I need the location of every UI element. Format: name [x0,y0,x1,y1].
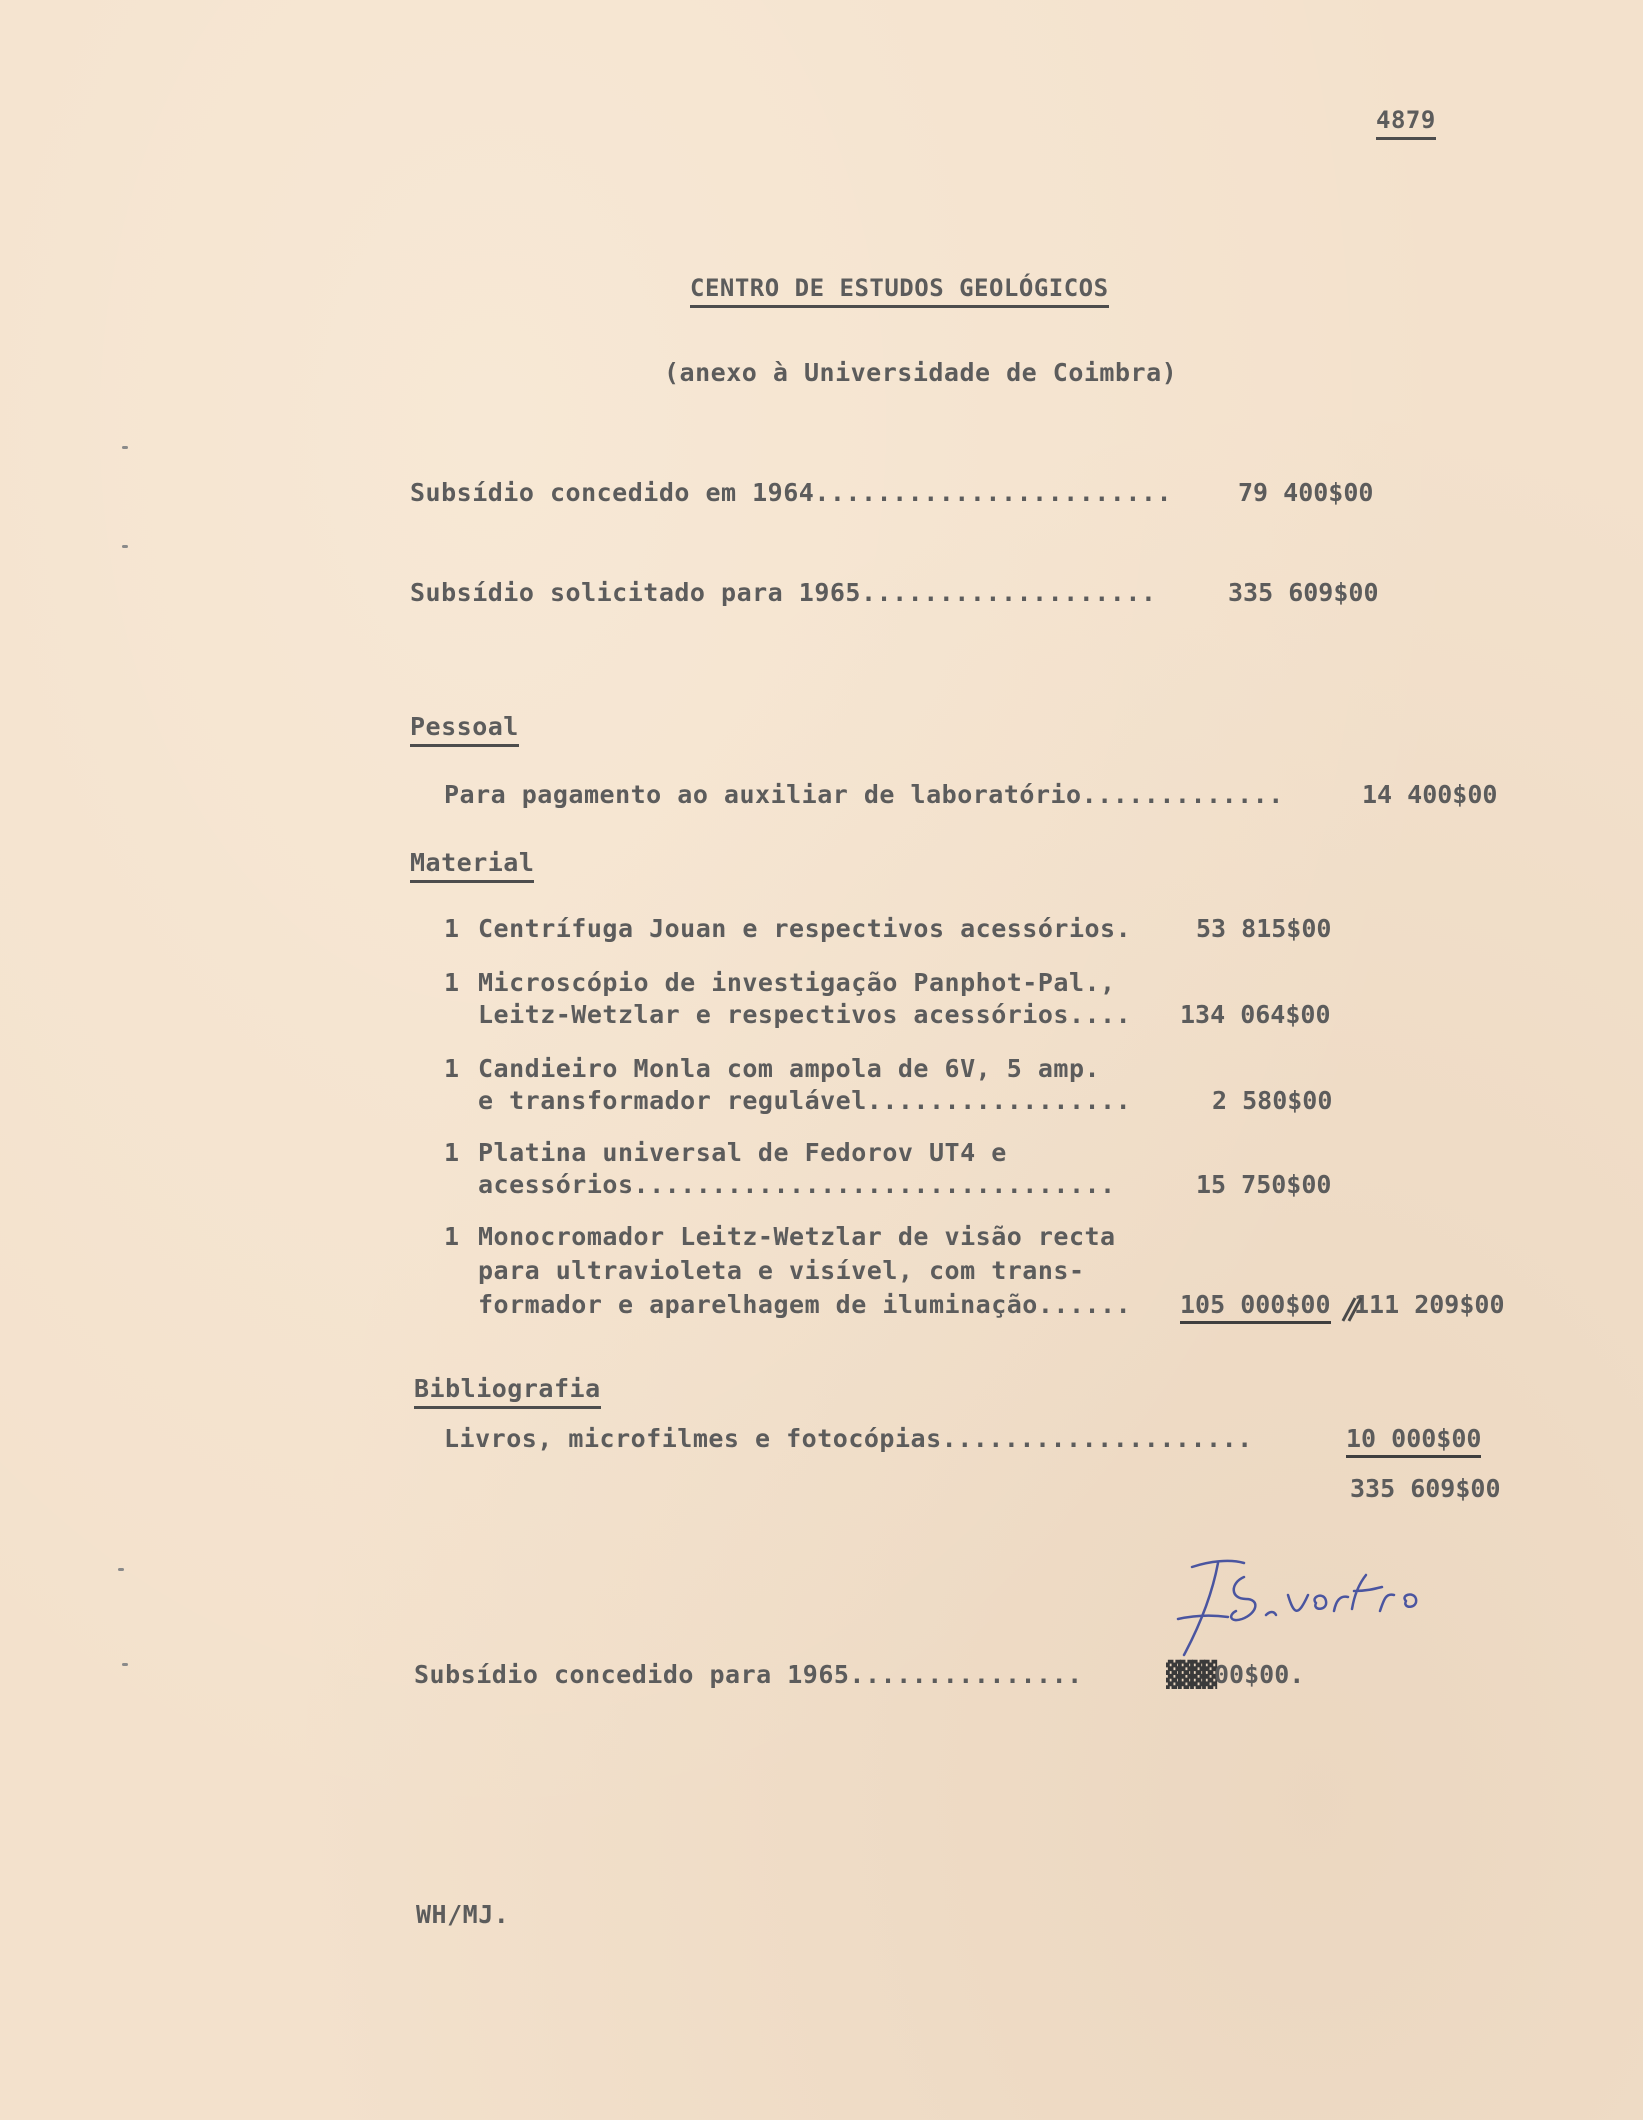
section-heading-pessoal: Pessoal [410,712,519,747]
requested-1965-label: Subsídio solicitado para 1965................... [410,578,1157,607]
margin-mark [122,1663,128,1666]
material-item-value: 15 750$00 [1196,1170,1332,1199]
material-item-qty: 1 [444,968,460,997]
material-item-line: para ultravioleta e visível, com trans- [478,1256,1085,1285]
material-item-line: Monocromador Leitz-Wetzlar de visão recta [478,1222,1116,1251]
granted-1964-value: 79 400$00 [1238,478,1374,507]
material-item-line: Centrífuga Jouan e respectivos acessórios. [478,914,1132,943]
handwritten-signature [1170,1555,1450,1665]
material-item-line: e transformador regulável................. [478,1086,1132,1115]
material-item-line: Leitz-Wetzlar e respectivos acessórios.... [478,1000,1132,1029]
margin-mark [122,446,128,449]
pessoal-item-value: 14 400$00 [1362,780,1498,809]
material-item-qty: 1 [444,914,460,943]
material-item-value: 134 064$00 [1180,1000,1331,1029]
bibliografia-total: 335 609$00 [1350,1474,1501,1503]
material-item-line: Microscópio de investigação Panphot-Pal., [478,968,1116,997]
granted-1965-overstrike: ▓▓▓▓ [1166,1660,1215,1689]
bibliografia-item-value: 10 000$00 [1346,1424,1481,1458]
pessoal-item-label: Para pagamento ao auxiliar de laboratório............. [444,780,1284,809]
document-title: CENTRO DE ESTUDOS GEOLÓGICOS [690,274,1109,308]
typist-initials: WH/MJ. [416,1900,510,1929]
material-item-line: acessórios............................... [478,1170,1116,1199]
margin-mark [122,545,128,548]
section-heading-bibliografia: Bibliografia [414,1374,601,1409]
requested-1965-value: 335 609$00 [1228,578,1379,607]
material-item-line: Platina universal de Fedorov UT4 e [478,1138,1007,1167]
material-item-line: Candieiro Monla com ampola de 6V, 5 amp. [478,1054,1101,1083]
material-item-value: 53 815$00 [1196,914,1332,943]
material-item-qty: 1 [444,1138,460,1167]
section-heading-material: Material [410,848,534,883]
material-item-qty: 1 [444,1054,460,1083]
margin-mark [118,1568,124,1571]
granted-1964-label: Subsídio concedido em 1964....................... [410,478,1173,507]
granted-1965-label: Subsídio concedido para 1965............... [414,1660,1083,1689]
material-item-value-struck: 105 000$00 [1180,1290,1331,1324]
material-item-value: 2 580$00 [1212,1086,1333,1115]
material-item-qty: 1 [444,1222,460,1251]
page-number: 4879 [1376,106,1436,140]
material-item-corrected-value: 111 209$00 [1354,1290,1505,1319]
material-item-line: formador e aparelhagem de iluminação...... [478,1290,1132,1319]
granted-1965-value: 00$00. [1214,1660,1305,1689]
bibliografia-item-label: Livros, microfilmes e fotocópias.................... [444,1424,1253,1453]
document-subtitle: (anexo à Universidade de Coimbra) [664,358,1178,387]
